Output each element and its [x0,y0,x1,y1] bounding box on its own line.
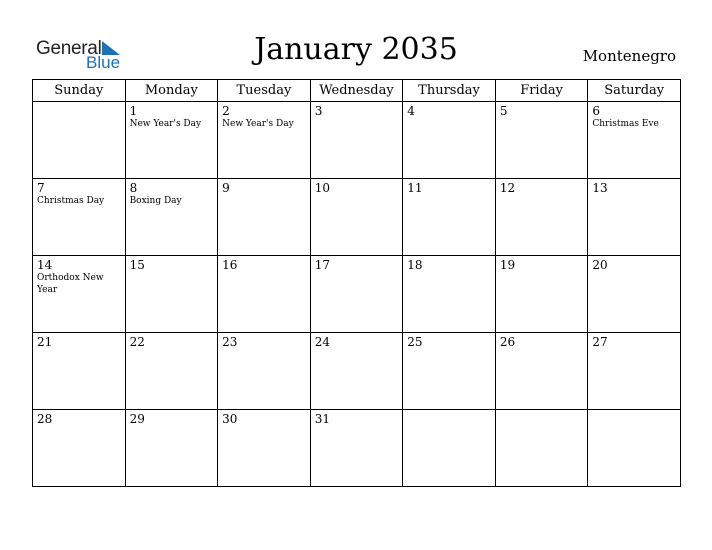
day-cell [588,256,681,333]
day-cell [403,256,496,333]
day-cell [33,102,126,179]
day-number: 9 [222,181,230,195]
day-cell [403,410,496,487]
weekday-header: Saturday [588,80,681,102]
day-number: 1 [129,104,138,118]
day-number: 6 [592,104,601,118]
day-number: 21 [37,335,53,349]
day-cell [495,410,588,487]
day-cell [310,102,403,179]
weekday-header: Sunday [33,80,126,102]
day-number: 12 [499,181,516,195]
day-number: 5 [499,104,508,118]
day-cell [218,333,311,410]
day-cell [310,333,403,410]
logo-text-general: General [36,38,102,59]
day-cell [588,333,681,410]
day-number: 31 [314,412,330,426]
weekday-header: Monday [125,80,218,102]
day-number: 7 [37,181,45,195]
day-number: 23 [222,335,238,349]
holiday-label: Christmas Eve [592,119,659,129]
weekday-header: Wednesday [310,80,403,102]
day-cell [125,102,218,179]
day-number: 27 [592,335,608,349]
day-cell [33,256,126,333]
day-number: 10 [314,181,330,195]
day-number: 15 [129,258,145,272]
day-cell [125,333,218,410]
day-cell [33,333,126,410]
day-cell [310,410,403,487]
day-cell [403,102,496,179]
weekday-header: Tuesday [218,80,311,102]
day-number: 13 [592,181,608,195]
week-row [33,102,681,179]
day-cell [588,102,681,179]
holiday-label: Orthodox New Year [37,273,104,295]
week-row [33,256,681,333]
day-number: 16 [222,258,238,272]
week-row [33,333,681,410]
day-number: 24 [314,335,330,349]
day-number: 17 [314,258,330,272]
day-cell [125,256,218,333]
day-number: 18 [407,258,423,272]
day-cell [33,179,126,256]
day-number: 22 [129,335,145,349]
day-cell [218,102,311,179]
day-number: 26 [499,335,516,349]
day-cell [588,410,681,487]
day-cell [495,333,588,410]
week-row [33,179,681,256]
day-number: 28 [37,412,53,426]
day-cell [403,333,496,410]
day-number: 8 [129,181,138,195]
day-cell [588,179,681,256]
country-label: Montenegro [582,47,676,65]
day-number: 11 [407,181,423,195]
day-number: 19 [499,258,516,272]
day-cell [218,410,311,487]
weekday-header: Friday [495,80,588,102]
day-cell [125,410,218,487]
calendar-grid [32,79,681,487]
day-number: 4 [407,104,415,118]
day-cell [495,102,588,179]
day-number: 2 [222,104,230,118]
day-cell [495,256,588,333]
day-cell [218,179,311,256]
day-number: 3 [314,104,323,118]
day-number: 29 [129,412,145,426]
weekday-header-row [33,80,681,102]
holiday-label: Boxing Day [129,196,182,206]
holiday-label: New Year's Day [129,119,202,129]
holiday-label: Christmas Day [37,196,105,206]
day-cell [495,179,588,256]
day-cell [403,179,496,256]
day-number: 25 [407,335,423,349]
day-cell [125,179,218,256]
weekday-header: Thursday [403,80,496,102]
day-cell [310,256,403,333]
day-cell [33,410,126,487]
day-cell [218,256,311,333]
day-number: 20 [592,258,608,272]
holiday-label: New Year's Day [222,119,294,129]
logo-text-blue: Blue [86,53,121,72]
week-row [33,410,681,487]
day-number: 30 [222,412,238,426]
day-number: 14 [37,258,53,272]
day-cell [310,179,403,256]
page-title: January 2035 [254,32,458,67]
